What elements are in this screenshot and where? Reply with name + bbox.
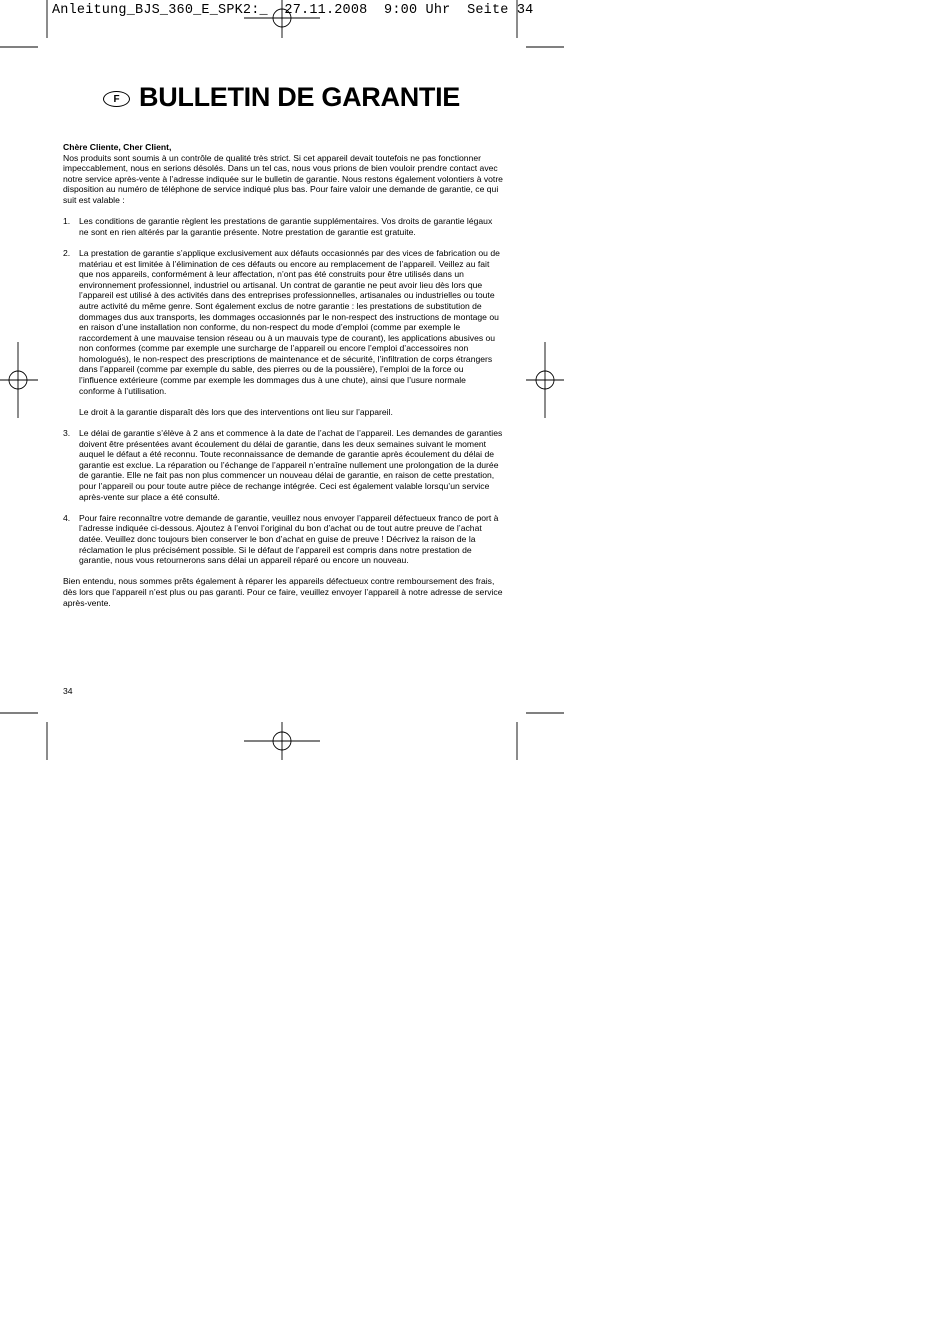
print-slug-line: Anleitung_BJS_360_E_SPK2:_ 27.11.2008 9:00 Uhr Seite 34 (52, 3, 534, 18)
list-item (63, 216, 503, 237)
list-item-text: La prestation de garantie s’applique exclusivement aux défauts occasionnés par des vices de fabrication ou de matériau et est limitée à l’élimination de ces défauts ou encore au remplacement de l’appareil. Veillez au fait que nos appareils, conformément à leur affectation, n’ont pas été construits pour être utilisés dans un environnement professionnel, industriel ou artisanal. Un contrat de garantie ne peut avoir lieu dès lors que l’appareil est utilisé à des activités dans des entreprises professionnelles, artisanales ou industrielles ou toute autre activité du même genre. Sont également exclus de notre garantie : les prestations de substitution de dommages dus aux transports, les dommages occasionnés par le non-respect des instructions de montage ou en raison d’une installation non conforme, du non-respect du mode d’emploi (comme par exemple le raccordement à une mauvaise tension réseau ou à un mauvais type de courant), les applications abusives ou non conformes (comme par exemple une surcharge de l’appareil ou encore l’emploi d’accessoires non homologués), le non-respect des prescriptions de maintenance et de sécurité, l’infiltration de corps étrangers dans l’appareil (comme par exemple du sable, des pierres ou de la poussière), l’emploi de la force ou l’influence extérieure (comme par exemple les dommages dus à une chute), ainsi que l’usure normale conforme à l’utilisation. (79, 247, 500, 396)
list-item-subtext: Le droit à la garantie disparaît dès lors que des interventions ont lieu sur l’appareil. (79, 406, 393, 417)
registration-mark-top (244, 0, 320, 38)
registration-mark-left (0, 342, 38, 418)
page-title: BULLETIN DE GARANTIE (139, 82, 460, 112)
registration-mark-bottom (244, 722, 320, 760)
list-item-text: Le délai de garantie s’élève à 2 ans et commence à la date de l’achat de l’appareil. Les demandes de garanties doivent être présentées avant écoulement du délai de garantie, dans les deux semaines suivant le moment auquel le défaut a été reconnu. Toute reconnaissance de demande de garantie après écoulement du délai de garantie est exclue. La réparation ou l’échange de l’appareil n’entraîne nullement une prolongation de la durée de garantie. Elle ne fait pas non plus commencer un nouveau délai de garantie, en raison de cette prestation, pour l’appareil ou pour toute autre pièce de rechange intégrée. Ceci est également valable lorsqu’un service après-vente sur place a été consulté. (79, 428, 503, 502)
list-item-text: Pour faire reconnaître votre demande de garantie, veuillez nous envoyer l’appareil défectueux franco de port à l’adresse indiquée ci-dessous. Ajoutez à l’envoi l’original du bon d’achat ou de tout autre preuve de l’achat datée. Veuillez donc toujours bien conserver le bon d’achat en guise de preuve ! Décrivez la raison de la réclamation le plus précisément possible. Si le défaut de l’appareil est compris dans notre prestation de garantie, nous vous retournerons sans délai un appareil réparé ou encore un nouveau. (79, 512, 499, 566)
list-item (63, 248, 503, 418)
title-row (103, 82, 460, 113)
warranty-text (63, 142, 503, 608)
list-item (63, 513, 503, 566)
list-item-number: 1. (63, 216, 71, 227)
list-item-number: 4. (63, 512, 71, 523)
list-item (63, 428, 503, 502)
salutation: Chère Cliente, Cher Client, (63, 142, 172, 152)
list-item-number: 3. (63, 428, 71, 439)
page-number: 34 (63, 686, 73, 696)
closing-paragraph: Bien entendu, nous sommes prêts également à réparer les appareils défectueux contre remboursement des frais, dès lors que l’appareil n’est plus ou pas garanti. Pour ce faire, veuillez envoyer l’appareil à notre adresse de service après-vente. (63, 576, 503, 608)
language-badge: F (103, 91, 130, 107)
intro-paragraph: Nos produits sont soumis à un contrôle de qualité très strict. Si cet appareil devait toutefois ne pas fonctionner impeccablement, nous en serions désolés. Dans un tel cas, nous vous prions de bien vouloir prendre contact avec notre service après-vente à l’adresse indiquée sur le bulletin de garantie. Nous restons également volontiers à votre disposition au numéro de téléphone de service indiqué plus bas. Pour faire valoir une demande de garantie, ce qui suit est valable : (63, 152, 503, 205)
list-item-text: Les conditions de garantie règlent les prestations de garantie supplémentaires. Vos droits de garantie légaux ne sont en rien altérés par la garantie présente. Notre prestation de garantie est gratuite. (79, 216, 493, 237)
list-item-number: 2. (63, 247, 71, 258)
registration-mark-right (526, 342, 564, 418)
